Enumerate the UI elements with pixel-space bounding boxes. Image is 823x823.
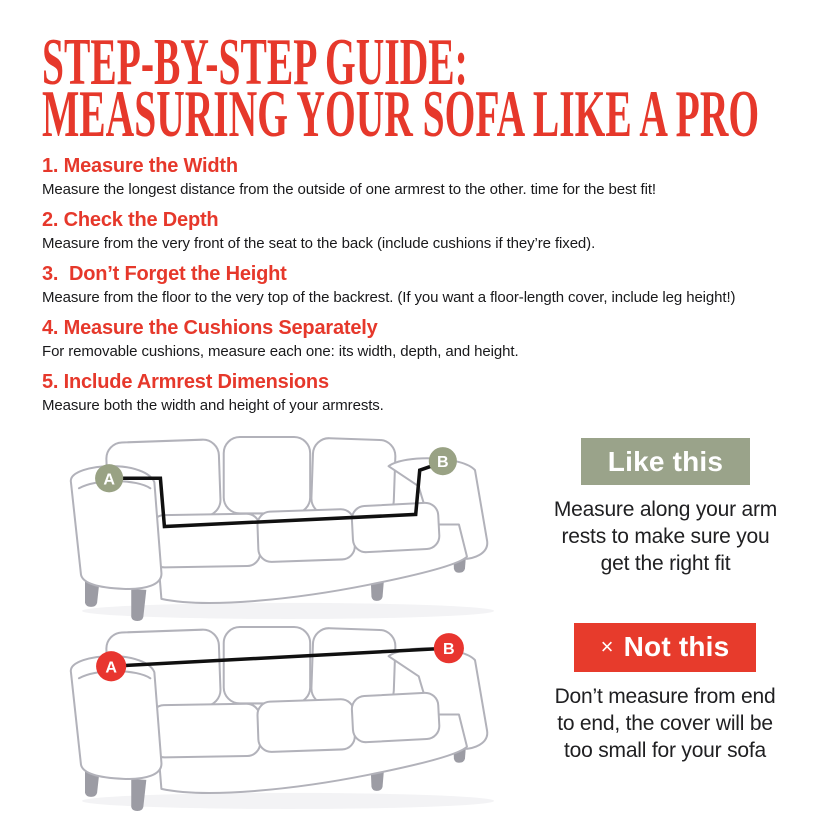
step-2-body: Measure from the very front of the seat to the back (include cushions if they’re fixed). [42, 235, 596, 252]
svg-text:B: B [443, 640, 455, 659]
sofa-illustration-wrong [36, 618, 520, 814]
step-1-heading: 1. Measure the Width [42, 155, 238, 177]
step-2 [42, 208, 790, 254]
not-caption-line-1: Don’t measure from end [554, 685, 776, 708]
marker-a-correct [95, 464, 123, 492]
not-this-badge [574, 623, 757, 672]
step-4-heading: 4. Measure the Cushions Separately [42, 317, 378, 339]
step-5-heading: 5. Include Armrest Dimensions [42, 371, 329, 393]
step-3-heading: 3. Don’t Forget the Height [42, 263, 287, 285]
page-title [42, 25, 760, 151]
marker-a-wrong [96, 651, 126, 681]
not-caption-line-2: to end, the cover will be [557, 712, 773, 735]
step-5-body: Measure both the width and height of your armrests. [42, 397, 384, 414]
like-caption-line-3: get the right fit [600, 552, 731, 575]
not-this-callout [534, 623, 796, 764]
sofa-wrong-figure [36, 618, 520, 814]
like-this-badge: Like this [581, 438, 750, 485]
step-1 [42, 154, 790, 200]
step-5 [42, 370, 790, 416]
like-this-caption [538, 496, 793, 577]
marker-b-wrong [434, 633, 464, 663]
step-3 [42, 262, 790, 308]
x-icon: × [600, 634, 614, 659]
svg-text:A: A [103, 470, 115, 489]
like-caption-line-1: Measure along your arm [553, 498, 778, 521]
step-4-body: For removable cushions, measure each one: its width, depth, and height. [42, 343, 519, 360]
step-1-body: Measure the longest distance from the outside of one armrest to the other. time for the best fit! [42, 181, 656, 198]
svg-text:B: B [437, 453, 449, 472]
not-this-caption [534, 683, 796, 764]
step-3-body: Measure from the floor to the very top of the backrest. (If you want a floor-length cover, include leg height!) [42, 289, 736, 306]
sofa-illustration-correct [36, 428, 520, 624]
svg-text:A: A [105, 658, 117, 677]
sofa-correct-figure [36, 428, 520, 624]
not-this-badge-label: Not this [623, 631, 730, 662]
step-4 [42, 316, 790, 362]
like-caption-line-2: rests to make sure you [561, 525, 770, 548]
title-line-1: STEP-BY-STEP GUIDE: [42, 25, 468, 99]
not-caption-line-3: too small for your sofa [564, 739, 766, 762]
like-this-callout [538, 438, 793, 577]
steps-list [42, 154, 790, 424]
step-2-heading: 2. Check the Depth [42, 209, 219, 231]
marker-b-correct [429, 447, 457, 475]
title-line-2: MEASURING YOUR SOFA LIKE A PRO [42, 77, 760, 151]
